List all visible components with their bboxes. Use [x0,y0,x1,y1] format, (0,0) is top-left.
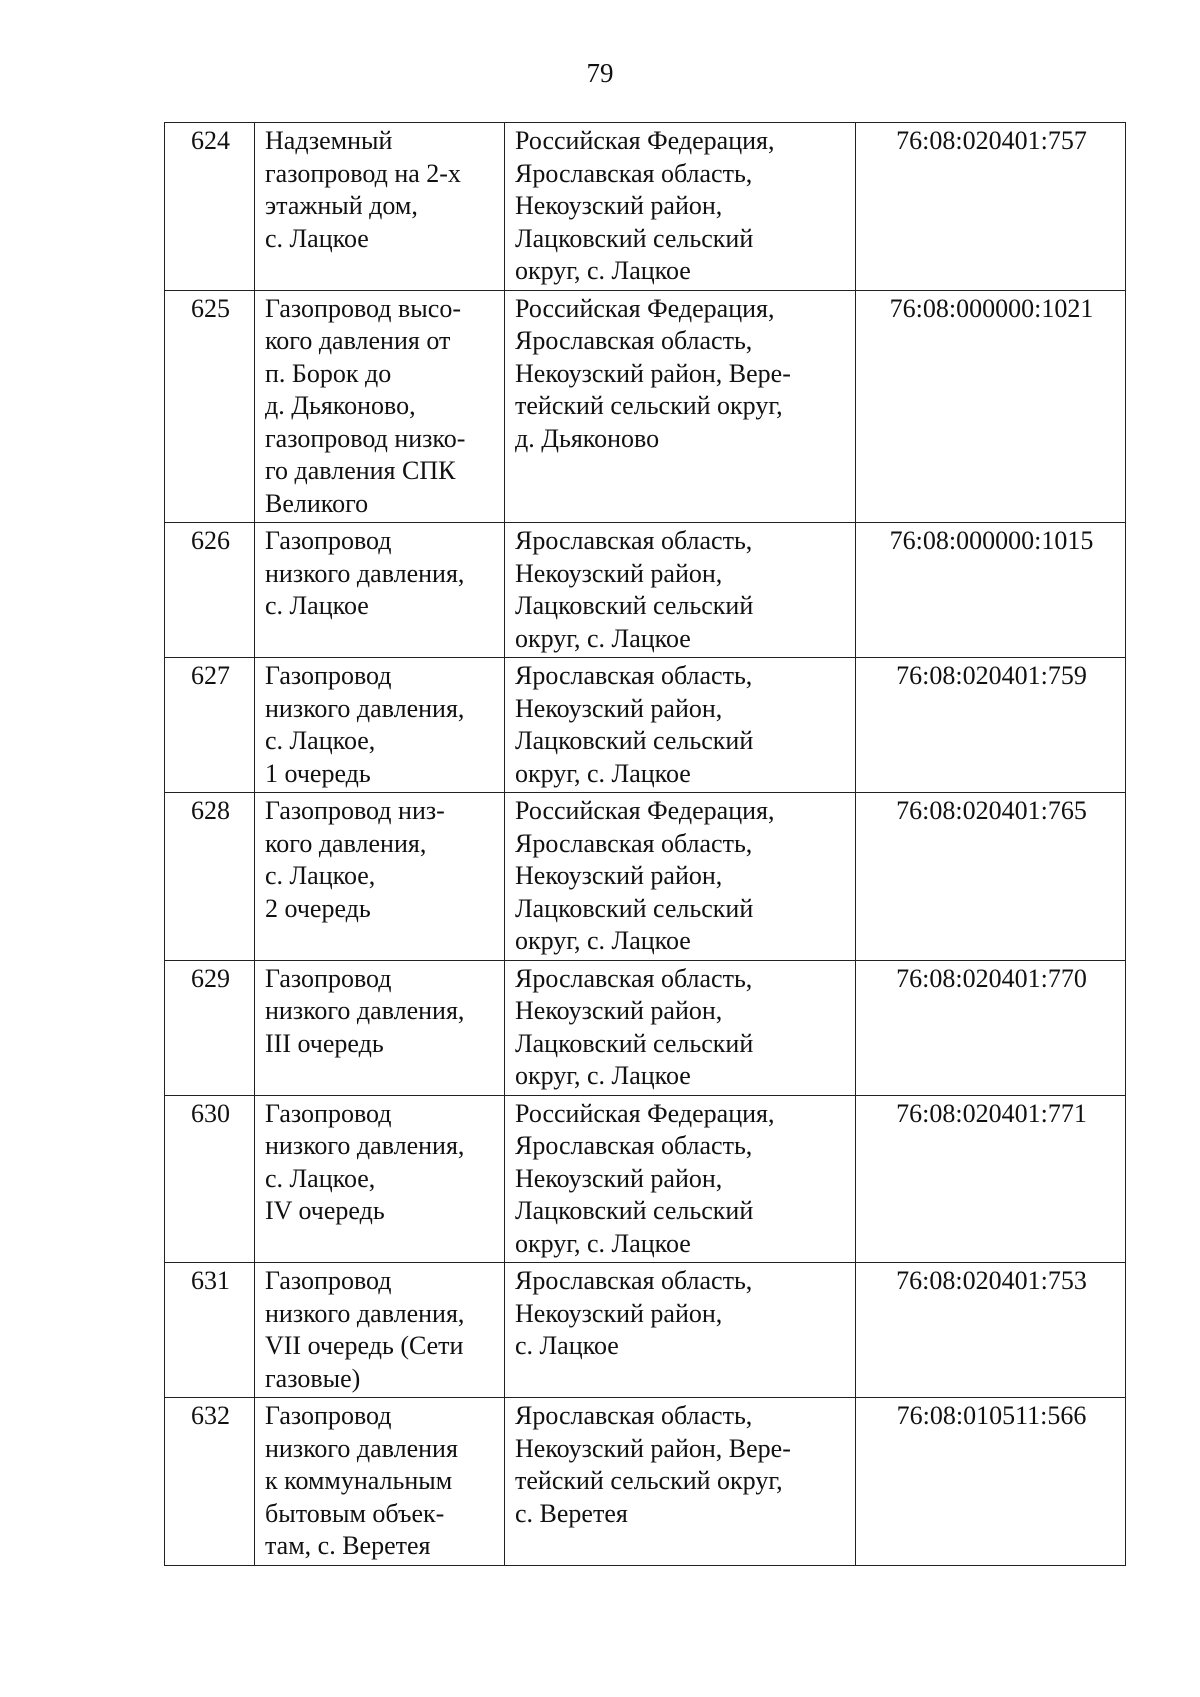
object-name: Газопровод низкого давления к коммунальным бытовым объек- там, с. Веретея [255,1398,505,1566]
cadastral-number: 76:08:020401:757 [856,123,1126,291]
table-row [165,658,1126,793]
cadastral-number: 76:08:000000:1021 [856,290,1126,523]
registry-table [164,122,1126,1566]
object-name: Газопровод низкого давления, с. Лацкое, IV очередь [255,1095,505,1263]
object-address: Ярославская область, Некоузский район, Лацковский сельский округ, с. Лацкое [505,658,856,793]
table-row [165,290,1126,523]
object-name: Газопровод низкого давления, III очередь [255,960,505,1095]
row-number: 628 [165,793,255,961]
row-number: 625 [165,290,255,523]
object-address: Российская Федерация, Ярославская область, Некоузский район, Лацковский сельский округ, с. Лацкое [505,1095,856,1263]
object-address: Ярославская область, Некоузский район, Лацковский сельский округ, с. Лацкое [505,523,856,658]
cadastral-number: 76:08:020401:753 [856,1263,1126,1398]
row-number: 627 [165,658,255,793]
table-row [165,523,1126,658]
table-row [165,123,1126,291]
cadastral-number: 76:08:020401:771 [856,1095,1126,1263]
row-number: 626 [165,523,255,658]
row-number: 624 [165,123,255,291]
table-row [165,1263,1126,1398]
cadastral-number: 76:08:010511:566 [856,1398,1126,1566]
object-address: Ярославская область, Некоузский район, Вере- тейский сельский округ, с. Веретея [505,1398,856,1566]
cadastral-number: 76:08:020401:759 [856,658,1126,793]
object-name: Газопровод низкого давления, VII очередь (Сети газовые) [255,1263,505,1398]
table-row [165,1095,1126,1263]
object-name: Надземный газопровод на 2-х этажный дом, с. Лацкое [255,123,505,291]
cadastral-number: 76:08:020401:765 [856,793,1126,961]
row-number: 629 [165,960,255,1095]
table-row [165,960,1126,1095]
object-address: Российская Федерация, Ярославская область, Некоузский район, Лацковский сельский округ, с. Лацкое [505,123,856,291]
table-row [165,793,1126,961]
page-number: 79 [586,58,614,88]
object-name: Газопровод низкого давления, с. Лацкое, 1 очередь [255,658,505,793]
cadastral-number: 76:08:000000:1015 [856,523,1126,658]
row-number: 630 [165,1095,255,1263]
object-address: Ярославская область, Некоузский район, Лацковский сельский округ, с. Лацкое [505,960,856,1095]
row-number: 632 [165,1398,255,1566]
object-address: Ярославская область, Некоузский район, с. Лацкое [505,1263,856,1398]
object-address: Российская Федерация, Ярославская область, Некоузский район, Лацковский сельский округ, с. Лацкое [505,793,856,961]
row-number: 631 [165,1263,255,1398]
table-row [165,1398,1126,1566]
object-name: Газопровод низ- кого давления, с. Лацкое, 2 очередь [255,793,505,961]
cadastral-number: 76:08:020401:770 [856,960,1126,1095]
object-name: Газопровод высо- кого давления от п. Борок до д. Дьяконово, газопровод низко- го давления СПК Великого [255,290,505,523]
object-name: Газопровод низкого давления, с. Лацкое [255,523,505,658]
object-address: Российская Федерация, Ярославская область, Некоузский район, Вере- тейский сельский округ, д. Дьяконово [505,290,856,523]
